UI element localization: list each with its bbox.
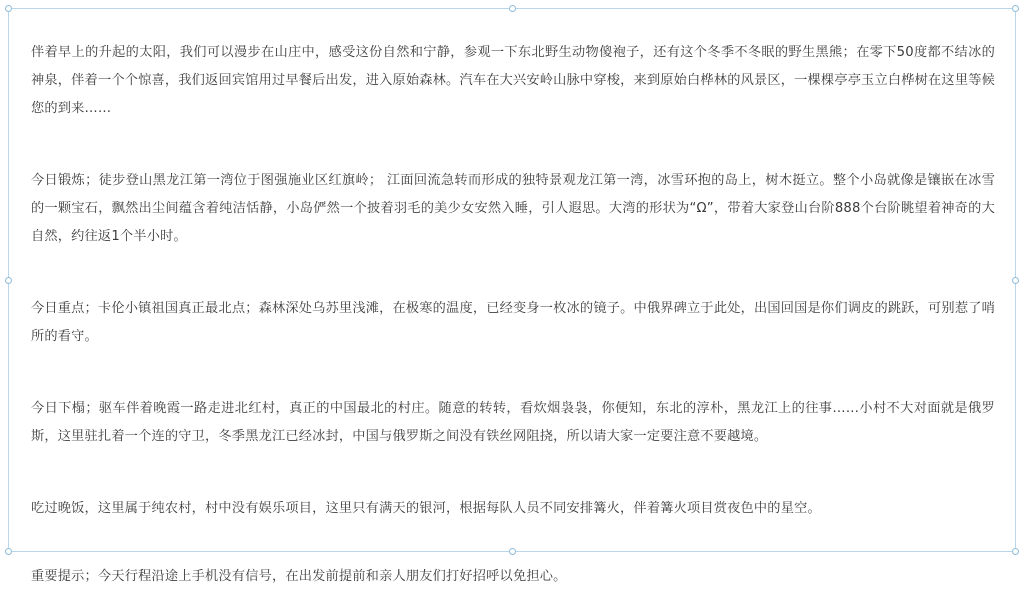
resize-handle-top-right[interactable] [1012,5,1019,12]
paragraph-spacer [31,451,995,495]
paragraph-spacer [31,251,995,295]
paragraph: 今日锻炼；徒步登山黑龙江第一湾位于图强施业区红旗岭； 江面回流急转而形成的独特景观龙江第一湾，冰雪环抱的岛上，树木挺立。整个小岛就像是镶嵌在冰雪的一颗宝石，飘然出尘间蕴含着纯洁恬静，小岛俨然一个披着羽毛的美少女安然入睡，引人遐思。大湾的形状为“Ω”，带着大家登山台阶888个台阶眺望着神奇的大自然，约往返1个半小时。 [31,173,995,244]
paragraph-spacer [31,351,995,395]
document-body[interactable] [31,39,995,584]
paragraph: 今日重点；卡伦小镇祖国真正最北点；森林深处乌苏里浅滩，在极寒的温度，已经变身一枚冰的镜子。中俄界碑立于此处，出国回国是你们调皮的跳跃，可别惹了哨所的看守。 [31,301,995,344]
resize-handle-bottom-right[interactable] [1012,548,1019,555]
paragraph: 今日下榻；驱车伴着晚霞一路走进北红村，真正的中国最北的村庄。随意的转转，看炊烟袅袅，你便知，东北的淳朴，黑龙江上的往事……小村不大对面就是俄罗斯，这里驻扎着一个连的守卫，冬季黑龙江已经冰封，中国与俄罗斯之间没有铁丝网阻挠，所以请大家一定要注意不要越境。 [31,401,995,444]
paragraph-spacer [31,123,995,167]
paragraph: 吃过晚饭，这里属于纯农村，村中没有娱乐项目，这里只有满天的银河，根据每队人员不同安排篝火，伴着篝火项目赏夜色中的星空。 [31,501,821,516]
resize-handle-left-center[interactable] [5,277,12,284]
resize-handle-top-center[interactable] [509,5,516,12]
paragraph: 重要提示；今天行程沿途上手机没有信号，在出发前提前和亲人朋友们打好招呼以免担心。 [31,569,567,584]
paragraph-spacer [31,523,995,563]
resize-handle-right-center[interactable] [1012,277,1019,284]
resize-handle-bottom-left[interactable] [5,548,12,555]
paragraph: 伴着早上的升起的太阳，我们可以漫步在山庄中，感受这份自然和宁静，参观一下东北野生动物傻袍子，还有这个冬季不冬眠的野生黑熊；在零下50度都不结冰的神泉，伴着一个个惊喜，我们返回宾馆用过早餐后出发，进入原始森林。汽车在大兴安岭山脉中穿梭，来到原始白桦林的风景区，一棵棵亭亭玉立白桦树在这里等候您的到来…… [31,45,995,116]
resize-handle-top-left[interactable] [5,5,12,12]
content-edit-frame[interactable] [8,8,1016,584]
